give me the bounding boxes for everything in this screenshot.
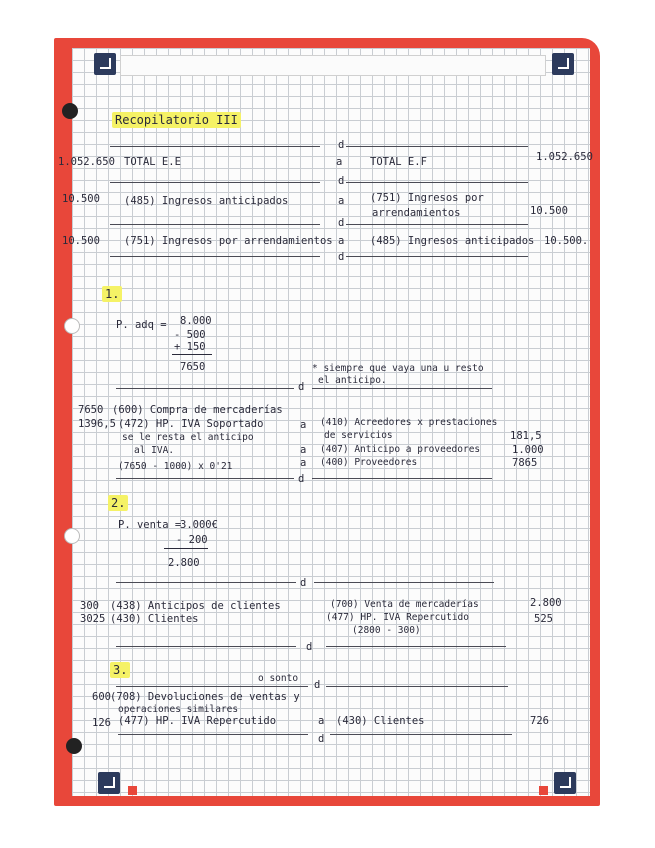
account-name: TOTAL E.E <box>124 156 181 168</box>
section-label: 1. <box>102 288 122 300</box>
calc-line: + 150 <box>174 341 206 353</box>
calc-label: P. venta = <box>118 519 182 531</box>
entry-rule <box>326 646 506 647</box>
amount: 600 <box>92 691 111 703</box>
corner-square-icon <box>539 786 548 795</box>
entry-rule <box>116 388 294 389</box>
account-name: (751) Ingresos por <box>370 192 484 204</box>
account-name: arrendamientos <box>372 207 461 219</box>
entry-rule <box>326 686 508 687</box>
brand-logo-icon <box>98 772 120 794</box>
amount: 126 <box>92 717 111 729</box>
amount: 726 <box>530 715 549 727</box>
amount: 300 <box>80 600 99 612</box>
note: al IVA. <box>134 445 175 456</box>
amount: 181,5 <box>510 430 542 442</box>
account-name: (407) Anticipo a proveedores <box>320 444 481 455</box>
amount: 3025 <box>80 613 106 625</box>
credit-mark: a <box>300 457 307 469</box>
calc-line: 8.000 <box>180 315 212 327</box>
amount: 10.500. <box>544 235 589 247</box>
debit-mark: d <box>314 679 321 691</box>
calc-result: 7650 <box>180 361 206 373</box>
entry-rule <box>110 182 320 183</box>
account-name: (2800 - 300) <box>352 625 421 636</box>
debit-mark: d <box>338 175 345 187</box>
amount: 1.000 <box>512 444 544 456</box>
amount: 525 <box>534 613 553 625</box>
debit-mark: d <box>338 251 345 263</box>
credit-mark: a <box>300 419 307 431</box>
binder-hole-icon <box>64 318 80 334</box>
calc-label: P. adq = <box>116 319 167 331</box>
calc-result: 2.800 <box>168 557 200 569</box>
page-title: Recopilatorio III <box>112 114 241 126</box>
entry-rule <box>312 388 492 389</box>
calc-line: 3.000€ <box>180 519 218 531</box>
note: o sonto <box>258 673 299 684</box>
debit-mark: d <box>306 641 313 653</box>
entry-rule <box>346 146 528 147</box>
debit-mark: d <box>338 139 345 151</box>
entry-rule <box>110 224 320 225</box>
amount: 10.500 <box>62 235 100 247</box>
brand-logo-icon <box>94 53 116 75</box>
amount: 10.500 <box>530 205 568 217</box>
note: * siempre que vaya una u resto <box>312 363 484 374</box>
entry-rule <box>116 646 296 647</box>
account-name: (600) Compra de mercaderías <box>112 404 283 416</box>
entry-rule <box>314 582 494 583</box>
corner-square-icon <box>128 786 137 795</box>
amount: 1.052.650 <box>58 156 115 168</box>
account-name: (400) Proveedores <box>320 457 418 468</box>
entry-rule <box>110 256 320 257</box>
section-label: 3. <box>110 664 130 676</box>
debit-mark: d <box>298 473 305 485</box>
credit-mark: a <box>300 444 307 456</box>
account-name: (708) Devoluciones de ventas y <box>110 691 300 703</box>
amount: 7650 <box>78 404 104 416</box>
credit-mark: a <box>318 715 325 727</box>
header-box <box>120 55 546 76</box>
account-name: (430) Clientes <box>336 715 425 727</box>
account-name: de servicios <box>324 430 393 441</box>
note: el anticipo. <box>318 375 387 386</box>
section-label: 2. <box>108 497 128 509</box>
account-name: operaciones similares <box>118 704 239 715</box>
debit-mark: d <box>300 577 307 589</box>
brand-logo-icon <box>554 772 576 794</box>
account-name: (438) Anticipos de clientes <box>110 600 281 612</box>
note: se le resta el anticipo <box>122 432 254 443</box>
debit-mark: d <box>338 217 345 229</box>
brand-logo-icon <box>552 53 574 75</box>
entry-rule <box>312 478 492 479</box>
entry-rule <box>346 224 528 225</box>
account-name: (485) Ingresos anticipados <box>124 195 289 207</box>
account-name: TOTAL E.F <box>370 156 427 168</box>
calc-underline <box>172 354 212 355</box>
entry-rule <box>116 478 294 479</box>
account-name: (410) Acreedores x prestaciones <box>320 417 498 428</box>
account-name: (485) Ingresos anticipados <box>370 235 535 247</box>
entry-rule <box>346 182 528 183</box>
calc-line: (7650 - 1000) x 0'21 <box>118 461 233 472</box>
debit-mark: d <box>318 733 325 745</box>
amount: 1.052.650 <box>536 151 593 163</box>
entry-rule <box>116 686 308 687</box>
credit-mark: a <box>338 195 345 207</box>
amount: 10.500 <box>62 193 100 205</box>
debit-mark: d <box>298 381 305 393</box>
entry-rule <box>110 146 320 147</box>
amount: 7865 <box>512 457 538 469</box>
account-name: (430) Clientes <box>110 613 199 625</box>
amount: 1396,5 <box>78 418 116 430</box>
amount: 2.800 <box>530 597 562 609</box>
entry-rule <box>330 734 512 735</box>
calc-line: - 500 <box>174 329 206 341</box>
account-name: (477) HP. IVA Repercutido <box>118 715 277 727</box>
account-name: (472) HP. IVA Soportado <box>118 418 264 430</box>
account-name: (751) Ingresos por arrendamientos <box>124 235 333 247</box>
binder-hole-icon <box>64 528 80 544</box>
account-name: (477) HP. IVA Repercutido <box>326 612 469 623</box>
calc-line: - 200 <box>176 534 208 546</box>
entry-rule <box>118 734 308 735</box>
credit-mark: a <box>336 156 343 168</box>
entry-rule <box>116 582 296 583</box>
credit-mark: a <box>338 235 345 247</box>
binder-hole-icon <box>62 103 78 119</box>
calc-underline <box>164 548 208 549</box>
account-name: (700) Venta de mercaderías <box>330 599 479 610</box>
binder-hole-icon <box>66 738 82 754</box>
entry-rule <box>346 256 528 257</box>
